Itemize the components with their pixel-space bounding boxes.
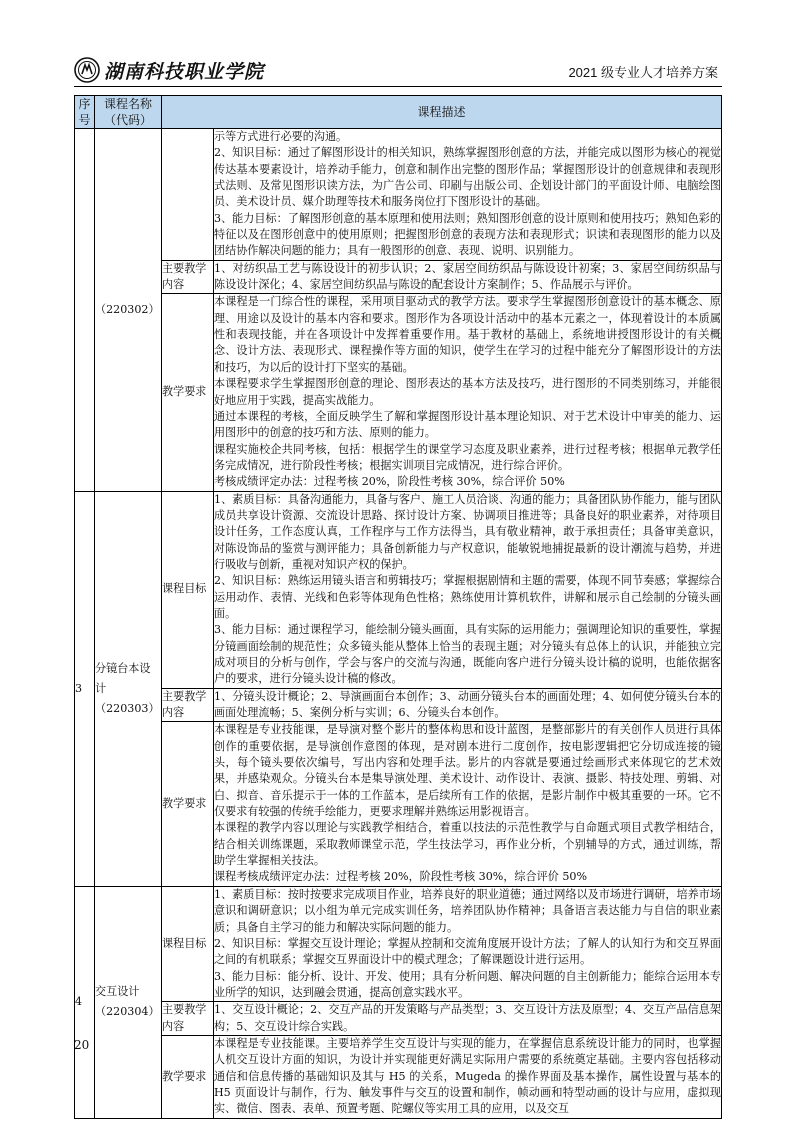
course-number: 3 [75, 491, 95, 886]
course-name: 分镜台本设计 [95, 661, 151, 695]
page-number: 20 [74, 1038, 90, 1052]
requirement-cell [214, 294, 722, 491]
requirement-line: 本课程是一门综合性的课程，采用项目驱动式的教学方法。要求学生掌握图形创意设计的基本概念、原理、用途以及设计的基本内容和要求。图形作为各项设计活动中的基本元素之一，体现着设计的本质属性和表现技能，并在各项设计中发挥着重要作用。基于教材的基础上，系统地讲授图形设计的有关概念、设计方法、表现形式、课程操作等方面的知识，使学生在学习的过程中能充分了解图形设计的方法和技巧，为以后的设计打下坚实的基础。 [214, 295, 721, 374]
goal-line: 3、能力目标：了解图形创意的基本原理和使用法则；熟知图形创意的设计原则和使用技巧；熟知色彩的特征以及在图形创意中的使用原则；把握图形创意的表现方法和表现形式；识读和表现图形的能力以及团结协作解决问题的能力；具有一般图形的创意、表现、说明、识别能力。 [214, 211, 721, 258]
goal-line: 示等方式进行必要的沟通。 [214, 130, 348, 143]
requirement-line: 本课程是专业技能课，是导演对整个影片的整体构思和设计蓝图，是整部影片的有关创作人员进行具体创作的重要依据，是导演创作意图的体现，是对剧本进行二度创作，按电影逻辑把它分切成连接的镜头，每个镜头要依次编号，写出内容和处理手法。影片的内容就是要通过绘画形式来体现它的艺术效果，并感染观众。分镜头台本是集导演处理、美术设计、动作设计、表演、摄影、特技处理、剪辑、对白、拟音、音乐提示于一体的工作蓝本，是后续所有工作的依据，是影片制作中极其重要的一环。它不仅要求有较强的传统手绘能力，更要求理解并熟练运用影视语言。 [214, 723, 721, 819]
content-label: 主要教学内容 [162, 1002, 214, 1036]
table-header-row [75, 96, 722, 129]
content-label: 主要教学内容 [162, 688, 214, 722]
course-goal-cell [214, 886, 722, 1001]
course-name: 交互设计 [95, 985, 140, 999]
table-row [75, 1035, 722, 1118]
goal-label-cell [162, 129, 214, 261]
requirement-cell [214, 1035, 722, 1118]
goal-line: 3、能力目标：能分析、设计、开发、使用；具有分析问题、解决问题的自主创新能力；能综合运用本专业所学的知识，达到融会贯通，提高创意实践水平。 [214, 969, 721, 999]
course-number-cell [75, 129, 95, 492]
school-logo-icon [74, 57, 100, 83]
content-cell: 1、对纺织品工艺与陈设设计的初步认识；2、家居空间纺织品与陈设设计初案；3、家居空间纺织品与陈设设计深化；4、家居空间纺织品与陈设的配套设计方案制作；5、作品展示与评价。 [214, 260, 722, 294]
course-name-cell [95, 491, 162, 886]
table-row [75, 1002, 722, 1036]
requirement-line: 考核成绩评定办法：过程考核 20%，阶段性考核 30%，综合评价 50% [214, 475, 565, 489]
goal-line: 1、素质目标：按时按要求完成项目作业，培养良好的职业道德；通过网络以及市场进行调研，培养市场意识和调研意识；以小组为单元完成实训任务，培养团队协作精神；具备语言表达能力与自信的职业素质；具备自主学习的能力和解决实际问题的能力。 [214, 887, 721, 934]
requirement-cell [214, 722, 722, 886]
requirement-line: 课程实施校企共同考核，包括：根据学生的课堂学习态度及职业素养，进行过程考核；根据单元教学任务完成情况，进行阶段性考核；根据实训项目完成情况，进行综合评价。 [214, 442, 721, 472]
course-code: （220303） [95, 701, 160, 715]
course-goal-cell [214, 491, 722, 688]
course-code: （220302） [95, 302, 160, 316]
requirement-line: 本课程要求学生掌握图形创意的理论、图形表达的基本方法及技巧，进行图形的不同类别练习，并能很好地应用于实践，提高实战能力。 [214, 377, 721, 407]
table-row [75, 886, 722, 1001]
page-header [74, 56, 722, 87]
goal-line: 1、素质目标：具备沟通能力，具备与客户、施工人员洽谈、沟通的能力；具备团队协作能力，能与团队成员共享设计资源、交流设计思路、探讨设计方案、协调项目推进等；具备良好的职业素养，对待项目设计任务，工作态度认真，工作程序与工作方法得当，具有敬业精神，敢于承担责任；具备审美意识，对陈设饰品的鉴赏与测评能力；具备创新能力与产权意识，能敏锐地捕捉最新的设计潮流与趋势，并进行吸收与创新，重视对知识产权的保护。 [214, 492, 721, 571]
table-row [75, 129, 722, 261]
goal-line: 2、知识目标：熟练运用镜头语言和剪辑技巧；掌握根据剧情和主题的需要，体现不同节奏感；掌握综合运用动作、表情、光线和色彩等体现角色性格；熟练使用计算机软件，讲解和展示自己绘制的分镜头画面。 [214, 574, 721, 620]
requirement-line: 课程考核成绩评定办法：过程考核 20%，阶段性考核 30%，综合评价 50% [214, 870, 587, 884]
header-brand [74, 56, 264, 84]
goal-line: 3、能力目标：通过课程学习，能绘制分镜头画面，具有实际的运用能力；强调理论知识的重要性，掌握分镜画面绘制的规范性；众多镜头能从整体上恰当的表现主题；对分镜头有总体上的认识，并能独立完成对项目的分析与创作，学会与客户的交流与沟通，既能向客户进行分镜头设计稿的说明，也能依据客户的要求，进行分镜头设计稿的修改。 [214, 623, 721, 686]
col-header-course-name: 课程名称（代码） [95, 96, 162, 129]
content-label: 主要教学内容 [162, 260, 214, 294]
col-header-number: 序号 [75, 96, 95, 129]
col-header-description: 课程描述 [162, 96, 722, 129]
table-row [75, 491, 722, 688]
course-code: （220304） [95, 1005, 160, 1019]
table-row [75, 688, 722, 722]
table-row [75, 294, 722, 491]
document-title: 2021 级专业人才培养方案 [568, 65, 718, 80]
goal-label: 课程目标 [162, 886, 214, 1001]
course-name-cell [95, 129, 162, 492]
course-table [74, 95, 722, 1119]
requirement-label: 教学要求 [162, 1035, 214, 1118]
goal-line: 2、知识目标：通过了解图形设计的相关知识，熟练掌握图形创意的方法，并能完成以图形为核心的视觉传达基本要素设计，培养动手能力，创意和制作出完整的图形作品；掌握图形设计的创意规律和表现形式法则、及常见图形识读方法，为广告公司、印刷与出版公司、企划设计部门的平面设计师、电脑绘图员、美术设计员、媒介助理等技术和服务岗位打下图形设计的基础。 [214, 146, 721, 209]
goal-line: 2、知识目标：掌握交互设计理论；掌握从控制和交流角度展开设计方法；了解人的认知行为和交互界面之间的有机联系；掌握交互界面设计中的模式理念；了解课题设计进行运用。 [214, 936, 721, 967]
course-number: 4 [75, 886, 95, 1118]
content-cell: 1、交互设计概论；2、交互产品的开发策略与产品类型；3、交互设计方法及原型；4、交互产品信息架构；5、交互设计综合实践。 [214, 1002, 722, 1036]
course-goal-cell [214, 129, 722, 261]
table-row [75, 260, 722, 294]
requirement-label: 教学要求 [162, 294, 214, 491]
content-cell: 1、分镜头设计概论；2、导演画面台本创作；3、动画分镜头台本的画面处理；4、如何使分镜头台本的画面处理流畅；5、案例分析与实训；6、分镜头台本创作。 [214, 688, 722, 722]
requirement-line: 本课程是专业技能课。主要培养学生交互设计与实现的能力，在掌握信息系统设计能力的同时，也掌握人机交互设计方面的知识，为设计并实现能更好满足实际用户需要的系统奠定基础。主要内容包括移动通信和信息传播的基础知识及其与 H5 的关系，Mugeda 的操作界面及基本操作，属性设置与基本的 H5 页面设计与制作，行为、触发事件与交互的设置和制作，帧动画和特型动画的设计与应用，虚拟现实、微信、图表、表单、预置考题、陀螺仪等实用工具的应用，以及交互 [214, 1036, 721, 1116]
table-row [75, 722, 722, 886]
requirement-label: 教学要求 [162, 722, 214, 886]
goal-label: 课程目标 [162, 491, 214, 688]
course-name-cell [95, 886, 162, 1118]
requirement-line: 通过本课程的考核，全面反映学生了解和掌握图形设计基本理论知识、对于艺术设计中审美的能力、运用图形中的创意的技巧和方法、原则的能力。 [214, 409, 721, 440]
requirement-line: 本课程的教学内容以理论与实践教学相结合，着重以技法的示范性教学与自命题式项目式教学相结合，结合相关训练课题，采取教师课堂示范，学生技法学习，再作业分析，个别辅导的方式，通过训练，帮助学生掌握相关技法。 [214, 821, 721, 868]
school-name: 湖南科技职业学院 [104, 60, 265, 83]
